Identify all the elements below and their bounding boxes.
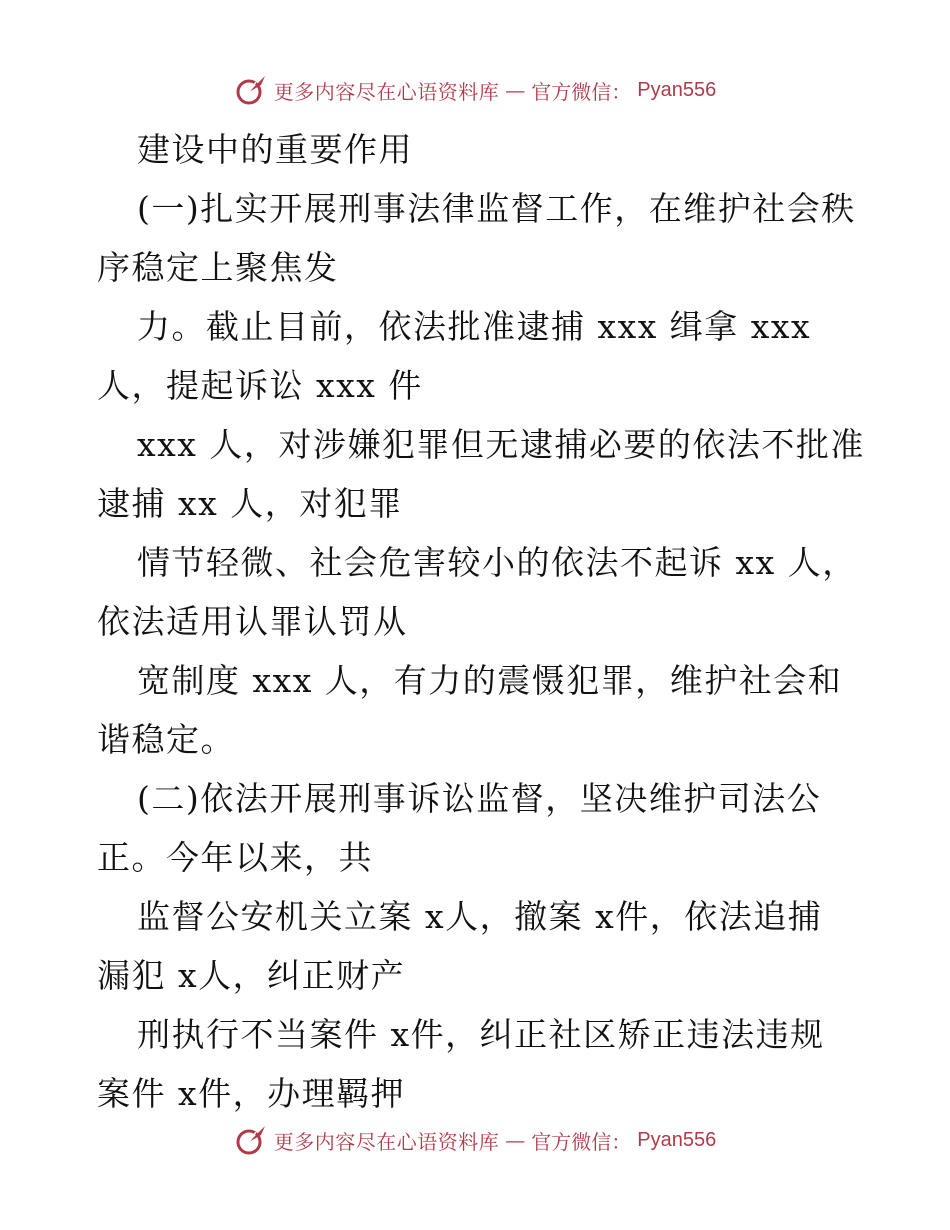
- banner-dash: —: [505, 1128, 526, 1152]
- banner-subtitle: 官方微信：: [531, 1129, 632, 1154]
- text-line: 刑执行不当案件 x件，纠正社区矫正违法违规: [137, 1015, 825, 1054]
- text-line: 监督公安机关立案 x人，撤案 x件，依法追捕: [137, 897, 823, 936]
- banner-subtitle: 官方微信：: [531, 79, 632, 104]
- document-body: [97, 120, 865, 1123]
- text-line: xxx 人，对涉嫌犯罪但无逮捕必要的依法不批准: [137, 425, 865, 464]
- text-line: (一)扎实开展刑事法律监督工作，在维护社会秩: [137, 189, 856, 228]
- text-line: 依法适用认罪认罚从: [97, 602, 408, 641]
- footer-banner: [0, 1120, 950, 1160]
- text-line: 宽制度 xxx 人，有力的震慑犯罪，维护社会和: [137, 661, 843, 700]
- text-line: 逮捕 xx 人，对犯罪: [97, 484, 403, 523]
- banner-title: 更多内容尽在心语资料库: [273, 79, 500, 104]
- banner-wechat-id: Pyan556: [637, 1128, 717, 1151]
- text-line: 漏犯 x人，纠正财产: [97, 956, 406, 995]
- text-line: 案件 x件，办理羁押: [97, 1074, 406, 1113]
- quill-logo-icon: [234, 1123, 268, 1157]
- text-line: 序稳定上聚焦发: [97, 248, 339, 287]
- banner-title: 更多内容尽在心语资料库: [273, 1129, 500, 1154]
- quill-logo-icon: [234, 73, 268, 107]
- text-line: 正。今年以来，共: [97, 838, 373, 877]
- banner-dash: —: [505, 78, 526, 102]
- header-banner: [0, 70, 950, 110]
- text-line: 情节轻微、社会危害较小的依法不起诉 xx 人，: [137, 543, 857, 582]
- text-line: 人，提起诉讼 xxx 件: [97, 366, 423, 405]
- banner-wechat-id: Pyan556: [637, 78, 717, 101]
- text-line: 谐稳定。: [97, 720, 235, 759]
- text-line: 力。截止目前，依法批准逮捕 xxx 缉拿 xxx: [137, 307, 812, 346]
- text-line: 建设中的重要作用: [137, 130, 413, 169]
- text-line: (二)依法开展刑事诉讼监督，坚决维护司法公: [137, 779, 822, 818]
